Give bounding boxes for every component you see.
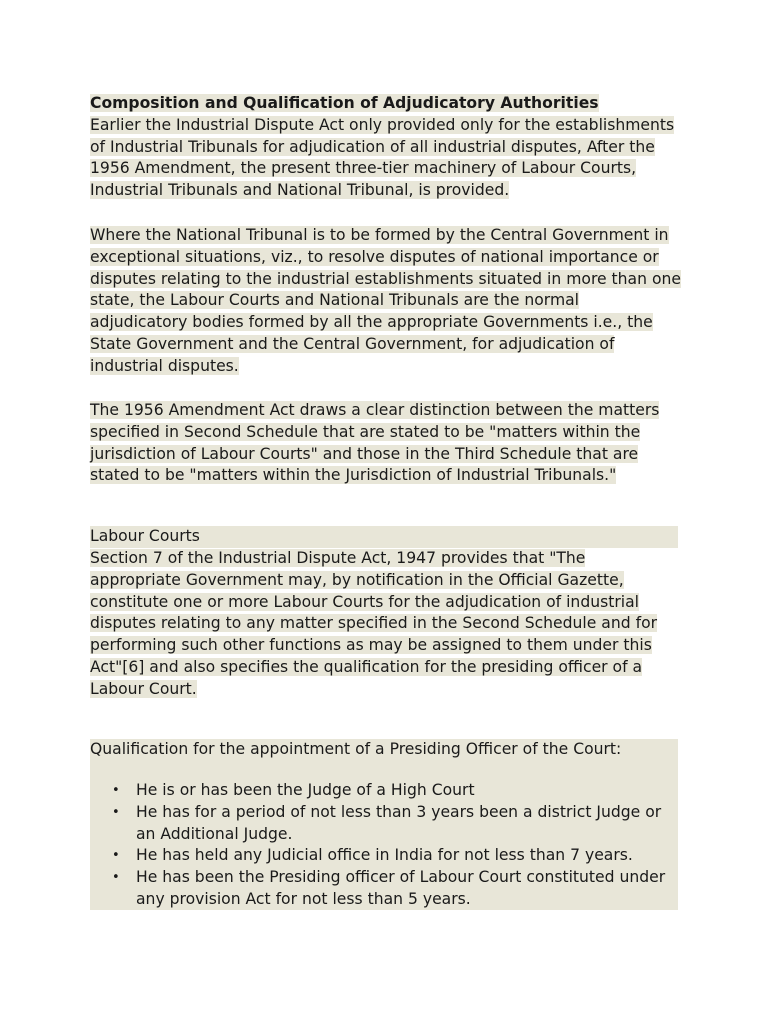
list-item-text: He has been the Presiding officer of Labour Court constituted under [136,868,666,887]
bullet-icon: • [112,804,120,820]
paragraph-line: Section 7 of the Industrial Dispute Act, 1947 provides that "The [90,549,586,567]
paragraph-line: stated to be "matters within the Jurisdiction of Industrial Tribunals." [90,466,617,485]
paragraph-line: 1956 Amendment, the present three-tier machinery of Labour Courts, [90,159,637,178]
list-item [90,845,665,867]
paragraph-line: constitute one or more Labour Courts for the adjudication of industrial [90,592,639,611]
paragraph-line: Industrial Tribunals and National Tribunal, is provided. [90,181,510,200]
paragraph-line: adjudicatory bodies formed by all the appropriate Governments i.e., the [90,313,653,332]
list-item [90,780,665,802]
list-item-text: He has held any Judicial office in India for not less than 7 years. [136,846,633,865]
list-item-text: an Additional Judge. [136,824,293,843]
list-item [90,867,665,911]
paragraph-line: industrial disputes. [90,356,239,375]
qualification-section [90,739,678,910]
qualification-list [90,780,665,911]
paragraph-line: appropriate Government may, by notification in the Official Gazette, [90,570,624,589]
paragraph-4 [90,548,657,701]
paragraph-line: performing such other functions as may be assigned to them under this [90,636,652,655]
paragraph-line: The 1956 Amendment Act draws a clear distinction between the matters [90,401,660,419]
paragraph-line: jurisdiction of Labour Courts" and those in the Third Schedule that are [90,444,639,463]
paragraph-line: specified in Second Schedule that are stated to be "matters within the [90,422,641,441]
paragraph-1 [90,115,674,202]
paragraph-line: disputes relating to the industrial establishments situated in more than one [90,269,681,288]
paragraph-line: of Industrial Tribunals for adjudication of all industrial disputes, After the [90,137,655,156]
list-item-text: any provision Act for not less than 5 years. [136,889,471,908]
intro-section [90,93,674,202]
list-item-text: He is or has been the Judge of a High Court [136,781,475,799]
qualification-title: Qualification for the appointment of a Presiding Officer of the Court: [90,740,622,758]
paragraph-line: Act"[6] and also specifies the qualification for the presiding officer of a [90,657,643,676]
paragraph-line: State Government and the Central Government, for adjudication of [90,334,615,353]
bullet-icon: • [112,870,120,886]
paragraph-line: disputes relating to any matter specified in the Second Schedule and for [90,614,658,633]
paragraph-2 [90,225,681,378]
paragraph-line: Where the National Tribunal is to be formed by the Central Government in [90,226,669,244]
labour-courts-heading: Labour Courts [90,527,200,545]
paragraph-3 [90,400,659,487]
bullet-icon: • [112,783,120,798]
list-item-text: He has for a period of not less than 3 years been a district Judge or [136,802,662,821]
labour-courts-heading-bar [90,526,678,548]
paragraph-line: Labour Court. [90,679,197,698]
paragraph-line: state, the Labour Courts and National Tribunals are the normal [90,291,580,310]
list-item [90,802,665,846]
paragraph-line: Earlier the Industrial Dispute Act only provided only for the establishments [90,115,675,134]
paragraph-line: exceptional situations, viz., to resolve disputes of national importance or [90,247,659,266]
section-heading: Composition and Qualification of Adjudicatory Authorities [90,94,599,112]
bullet-icon: • [112,848,120,864]
